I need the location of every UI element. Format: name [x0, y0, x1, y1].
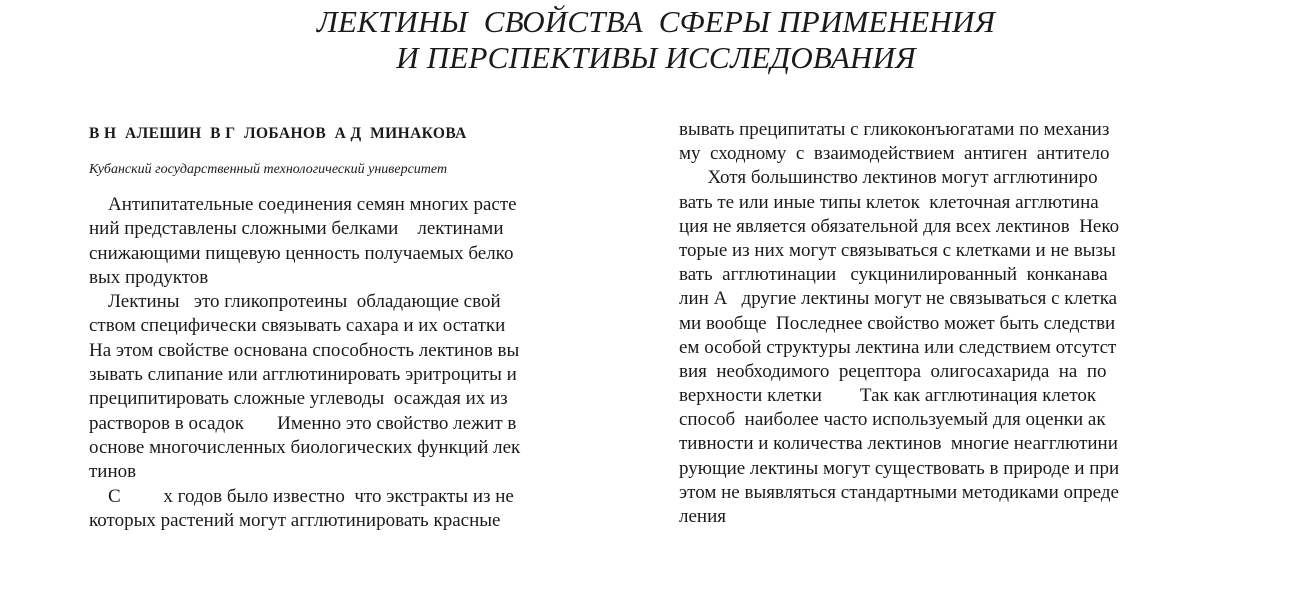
text-line: Лектины это гликопротеины обладающие свой — [89, 291, 501, 313]
title-line-1: ЛЕКТИНЫ СВОЙСТВА СФЕРЫ ПРИМЕНЕНИЯ — [316, 4, 996, 39]
affiliation: Кубанский государственный технологический университет — [89, 162, 448, 177]
text-line: растворов в осадок Именно это свойство лежит в — [89, 412, 517, 434]
text-line: ством специфически связывать сахара и их остатки — [89, 315, 506, 337]
text-line: верхности клетки Так как агглютинация клеток — [679, 385, 1097, 407]
text-line: На этом свойстве основана способность лектинов вы — [89, 339, 520, 361]
left-body-text — [89, 193, 649, 533]
text-line: вых продуктов — [89, 266, 209, 288]
text-line: С х годов было известно что экстракты из не — [89, 485, 514, 507]
text-line: способ наиболее часто используемый для оценки ак — [679, 409, 1106, 431]
article-title — [0, 4, 1312, 76]
text-line: преципитировать сложные углеводы осаждая их из — [89, 388, 508, 410]
text-line: вать агглютинации сукцинилированный конканава — [679, 264, 1108, 286]
text-line: ний представлены сложными белками лектинами — [89, 218, 504, 240]
text-line: вать те или иные типы клеток клеточная агглютина — [679, 191, 1099, 213]
text-line: тивности и количества лектинов многие неагглютини — [679, 433, 1118, 455]
title-line-2: И ПЕРСПЕКТИВЫ ИССЛЕДОВАНИЯ — [396, 40, 916, 75]
authors: В Н АЛЕШИН В Г ЛОБАНОВ А Д МИНАКОВА — [89, 125, 467, 142]
text-line: вывать преципитаты с гликоконъюгатами по механиз — [679, 119, 1110, 140]
text-line: Хотя большинство лектинов могут агглютиниро — [679, 167, 1098, 189]
text-line: которых растений могут агглютинировать красные — [89, 509, 501, 531]
left-column — [89, 119, 649, 533]
text-line: вия необходимого рецептора олигосахарида на по — [679, 360, 1107, 382]
text-line: ми вообще Последнее свойство может быть следстви — [679, 312, 1116, 334]
text-line: торые из них могут связываться с клетками и не вызы — [679, 239, 1116, 261]
text-line: этом не выявляться стандартными методиками опреде — [679, 481, 1119, 503]
text-line: лин А другие лектины могут не связываться с клетка — [679, 288, 1118, 310]
text-line: снижающими пищевую ценность получаемых белко — [89, 242, 514, 264]
text-line: ция не является обязательной для всех лектинов Неко — [679, 215, 1120, 237]
text-line: му сходному с взаимодействием антиген антитело — [679, 143, 1110, 165]
text-line: основе многочисленных биологических функций лек — [89, 436, 521, 458]
text-line: Антипитательные соединения семян многих расте — [89, 194, 517, 215]
text-line: зывать слипание или агглютинировать эритроциты и — [89, 364, 517, 386]
text-line: рующие лектины могут существовать в природе и при — [679, 457, 1120, 479]
text-line: ем особой структуры лектина или следствием отсутст — [679, 336, 1117, 358]
text-line: ления — [679, 506, 726, 527]
right-column — [679, 118, 1244, 529]
text-line: тинов — [89, 461, 137, 483]
